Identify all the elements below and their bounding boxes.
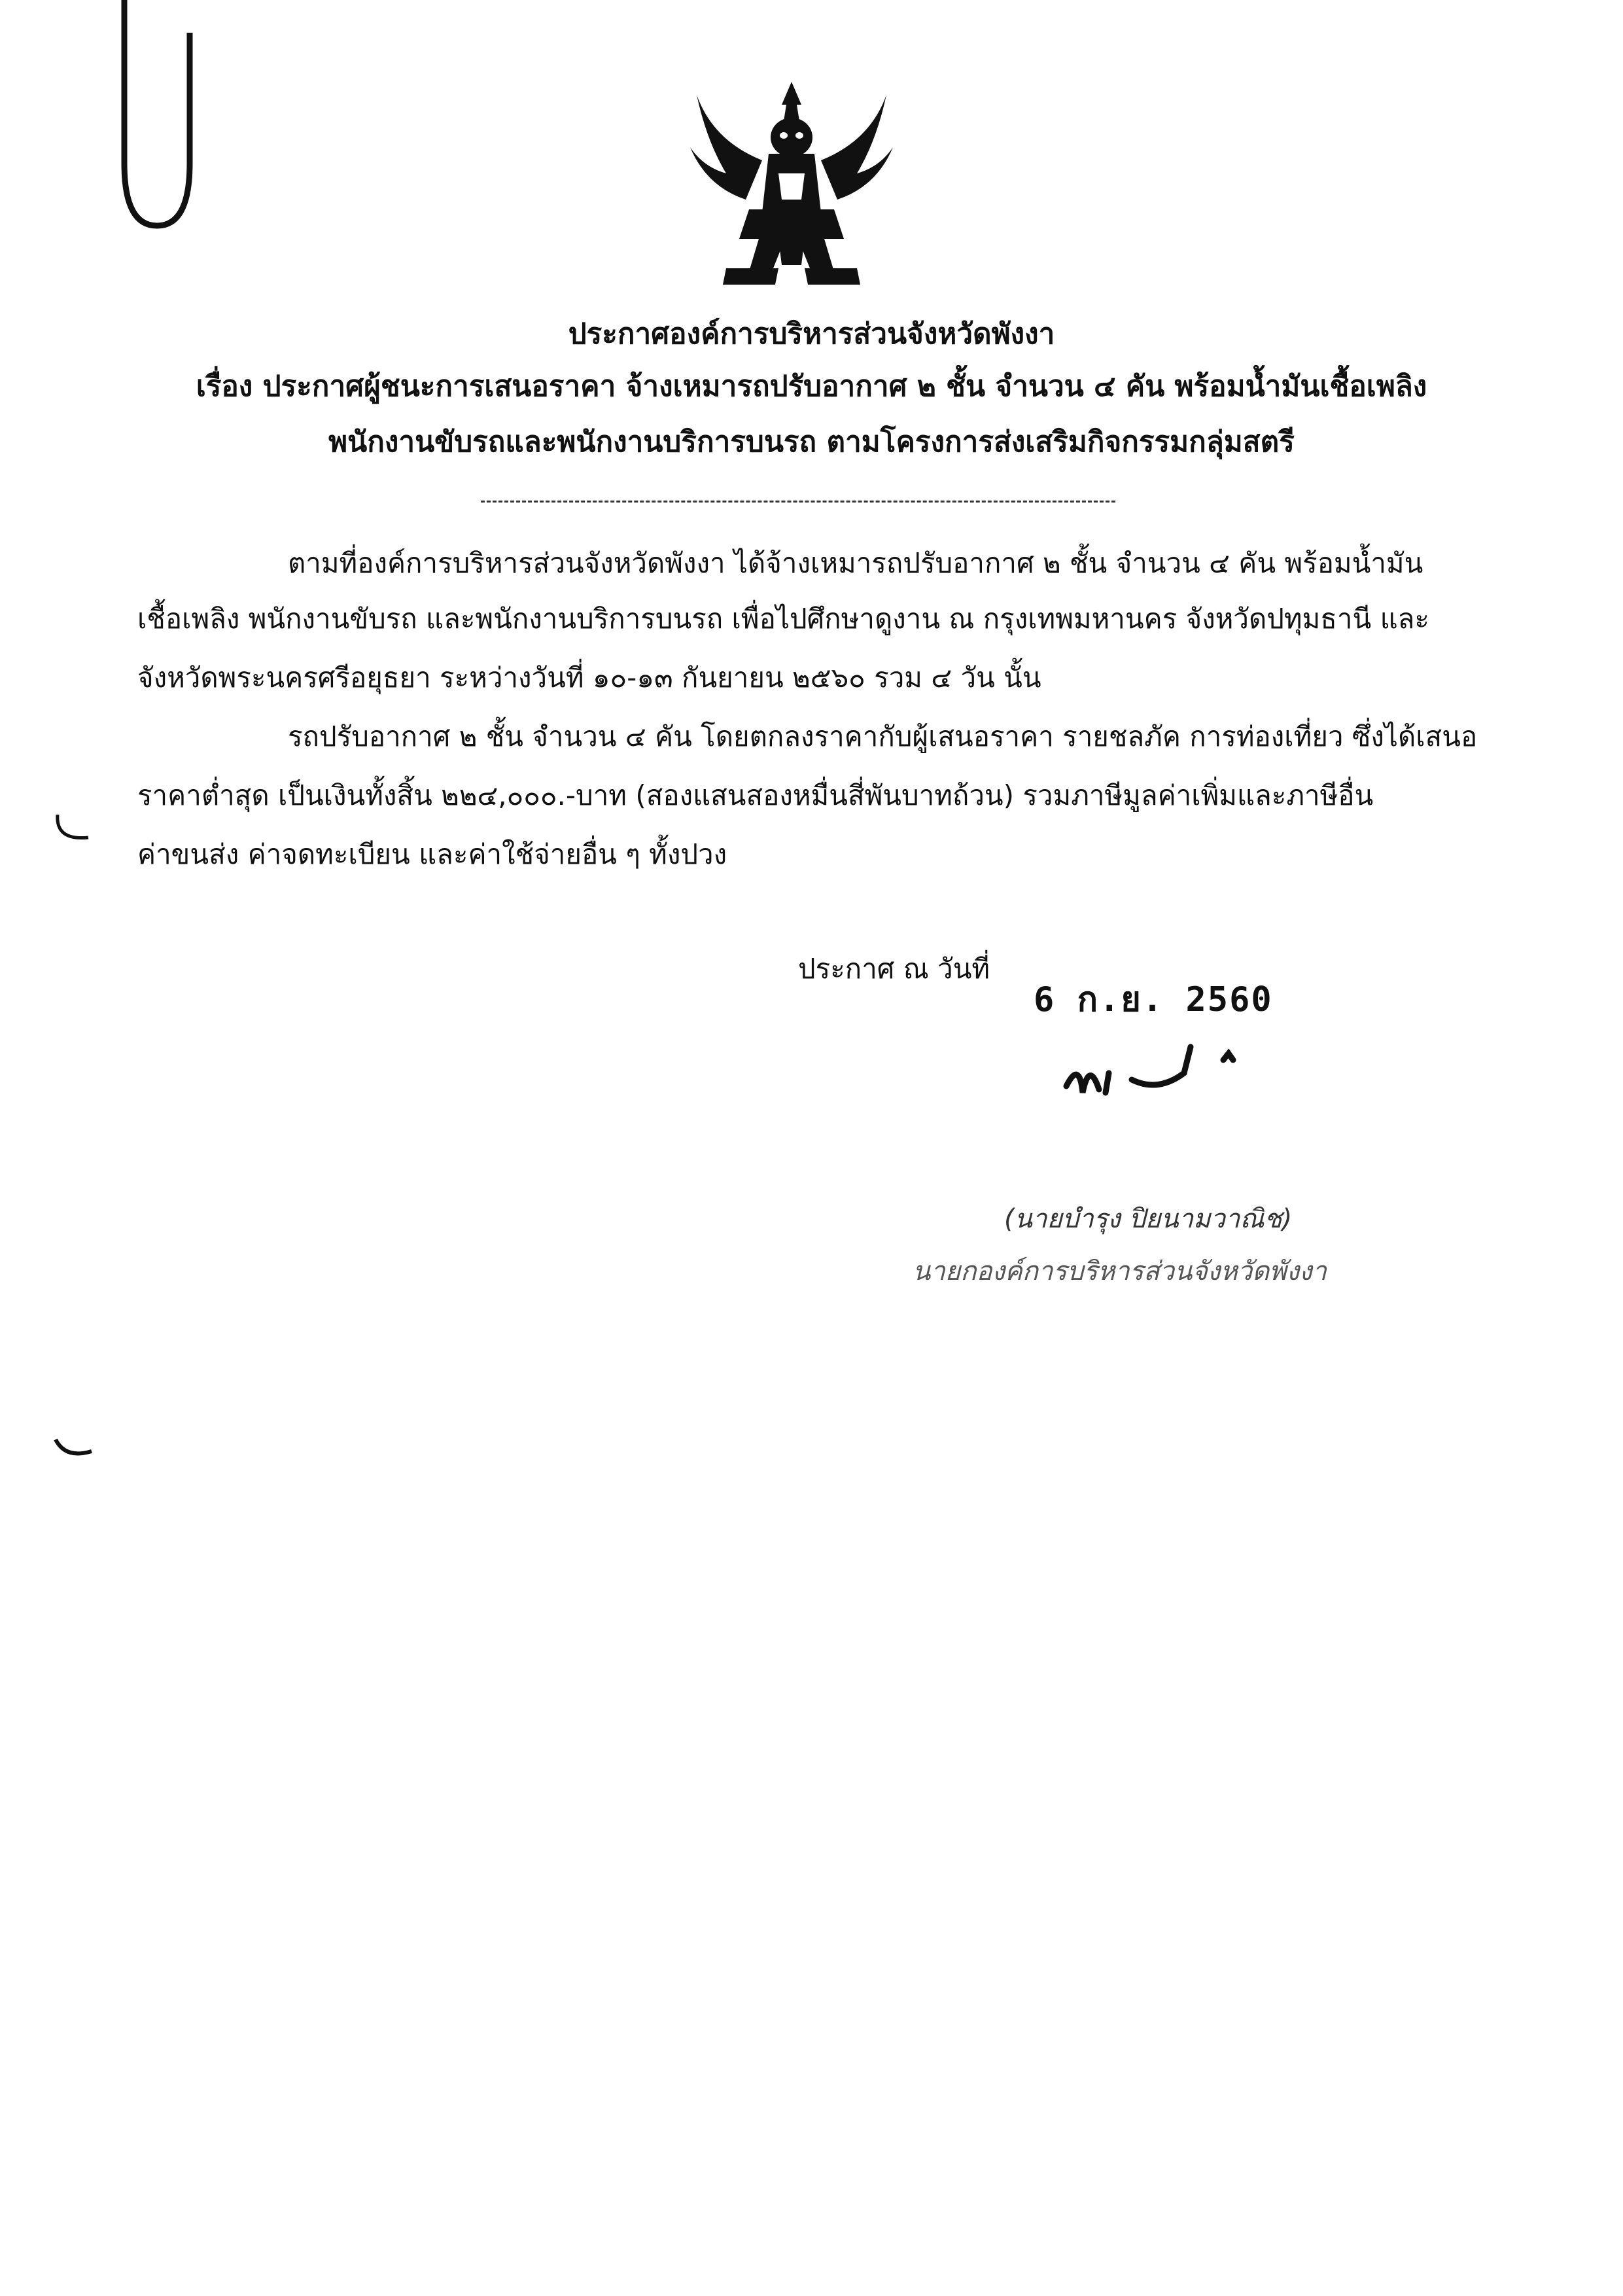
garuda-emblem-icon — [687, 75, 896, 291]
signatory-title: นายกองค์การบริหารส่วนจังหวัดพังงา — [913, 1256, 1327, 1286]
announcement-title: ประกาศองค์การบริหารส่วนจังหวัดพังงา — [568, 317, 1055, 351]
paragraph-1-line-1: ตามที่องค์การบริหารส่วนจังหวัดพังงา ได้จ้างเหมารถปรับอากาศ ๒ ชั้น จำนวน ๔ คัน พร้อมน้ำมัน — [288, 547, 1423, 579]
paragraph-1-line-3: จังหวัดพระนครศรีอยุธยา ระหว่างวันที่ ๑๐-๑๓ กันยายน ๒๕๖๐ รวม ๔ วัน นั้น — [137, 662, 1041, 694]
paragraph-1-line-2: เชื้อเพลิง พนักงานขับรถ และพนักงานบริการบนรถ เพื่อไปศึกษาดูงาน ณ กรุงเทพมหานคร จังหวัดปทุมธานี และ — [137, 603, 1429, 635]
subject-line-2: พนักงานขับรถและพนักงานบริการบนรถ ตามโครงการส่งเสริมกิจกรรมกลุ่มสตรี — [328, 425, 1295, 459]
margin-tick-mark — [52, 1433, 98, 1466]
paperclip-mark — [111, 0, 203, 236]
signatory-name: (นายบำรุง ปิยนามวาณิช) — [1004, 1204, 1293, 1234]
announce-date-label: ประกาศ ณ วันที่ — [798, 953, 990, 985]
dashed-divider — [481, 501, 1115, 503]
margin-tick-mark — [52, 811, 98, 851]
handwritten-signature — [1060, 1034, 1269, 1119]
paragraph-2-line-2: ราคาต่ำสุด เป็นเงินทั้งสิ้น ๒๒๔,๐๐๐.-บาท (สองแสนสองหมื่นสี่พันบาทถ้วน) รวมภาษีมูลค่าเพิ่มและภาษีอื่น — [137, 779, 1374, 811]
paragraph-2-line-3: ค่าขนส่ง ค่าจดทะเบียน และค่าใช้จ่ายอื่น ๆ ทั้งปวง — [137, 838, 727, 870]
date-stamp: 6 ก.ย. 2560 — [1034, 980, 1273, 1019]
subject-line-1: เรื่อง ประกาศผู้ชนะการเสนอราคา จ้างเหมารถปรับอากาศ ๒ ชั้น จำนวน ๔ คัน พร้อมน้ำมันเชื้อเพลิง — [196, 370, 1427, 403]
paragraph-2-line-1: รถปรับอากาศ ๒ ชั้น จำนวน ๔ คัน โดยตกลงราคากับผู้เสนอราคา รายชลภัค การท่องเที่ยว ซึ่งได้เสนอ — [288, 720, 1478, 752]
